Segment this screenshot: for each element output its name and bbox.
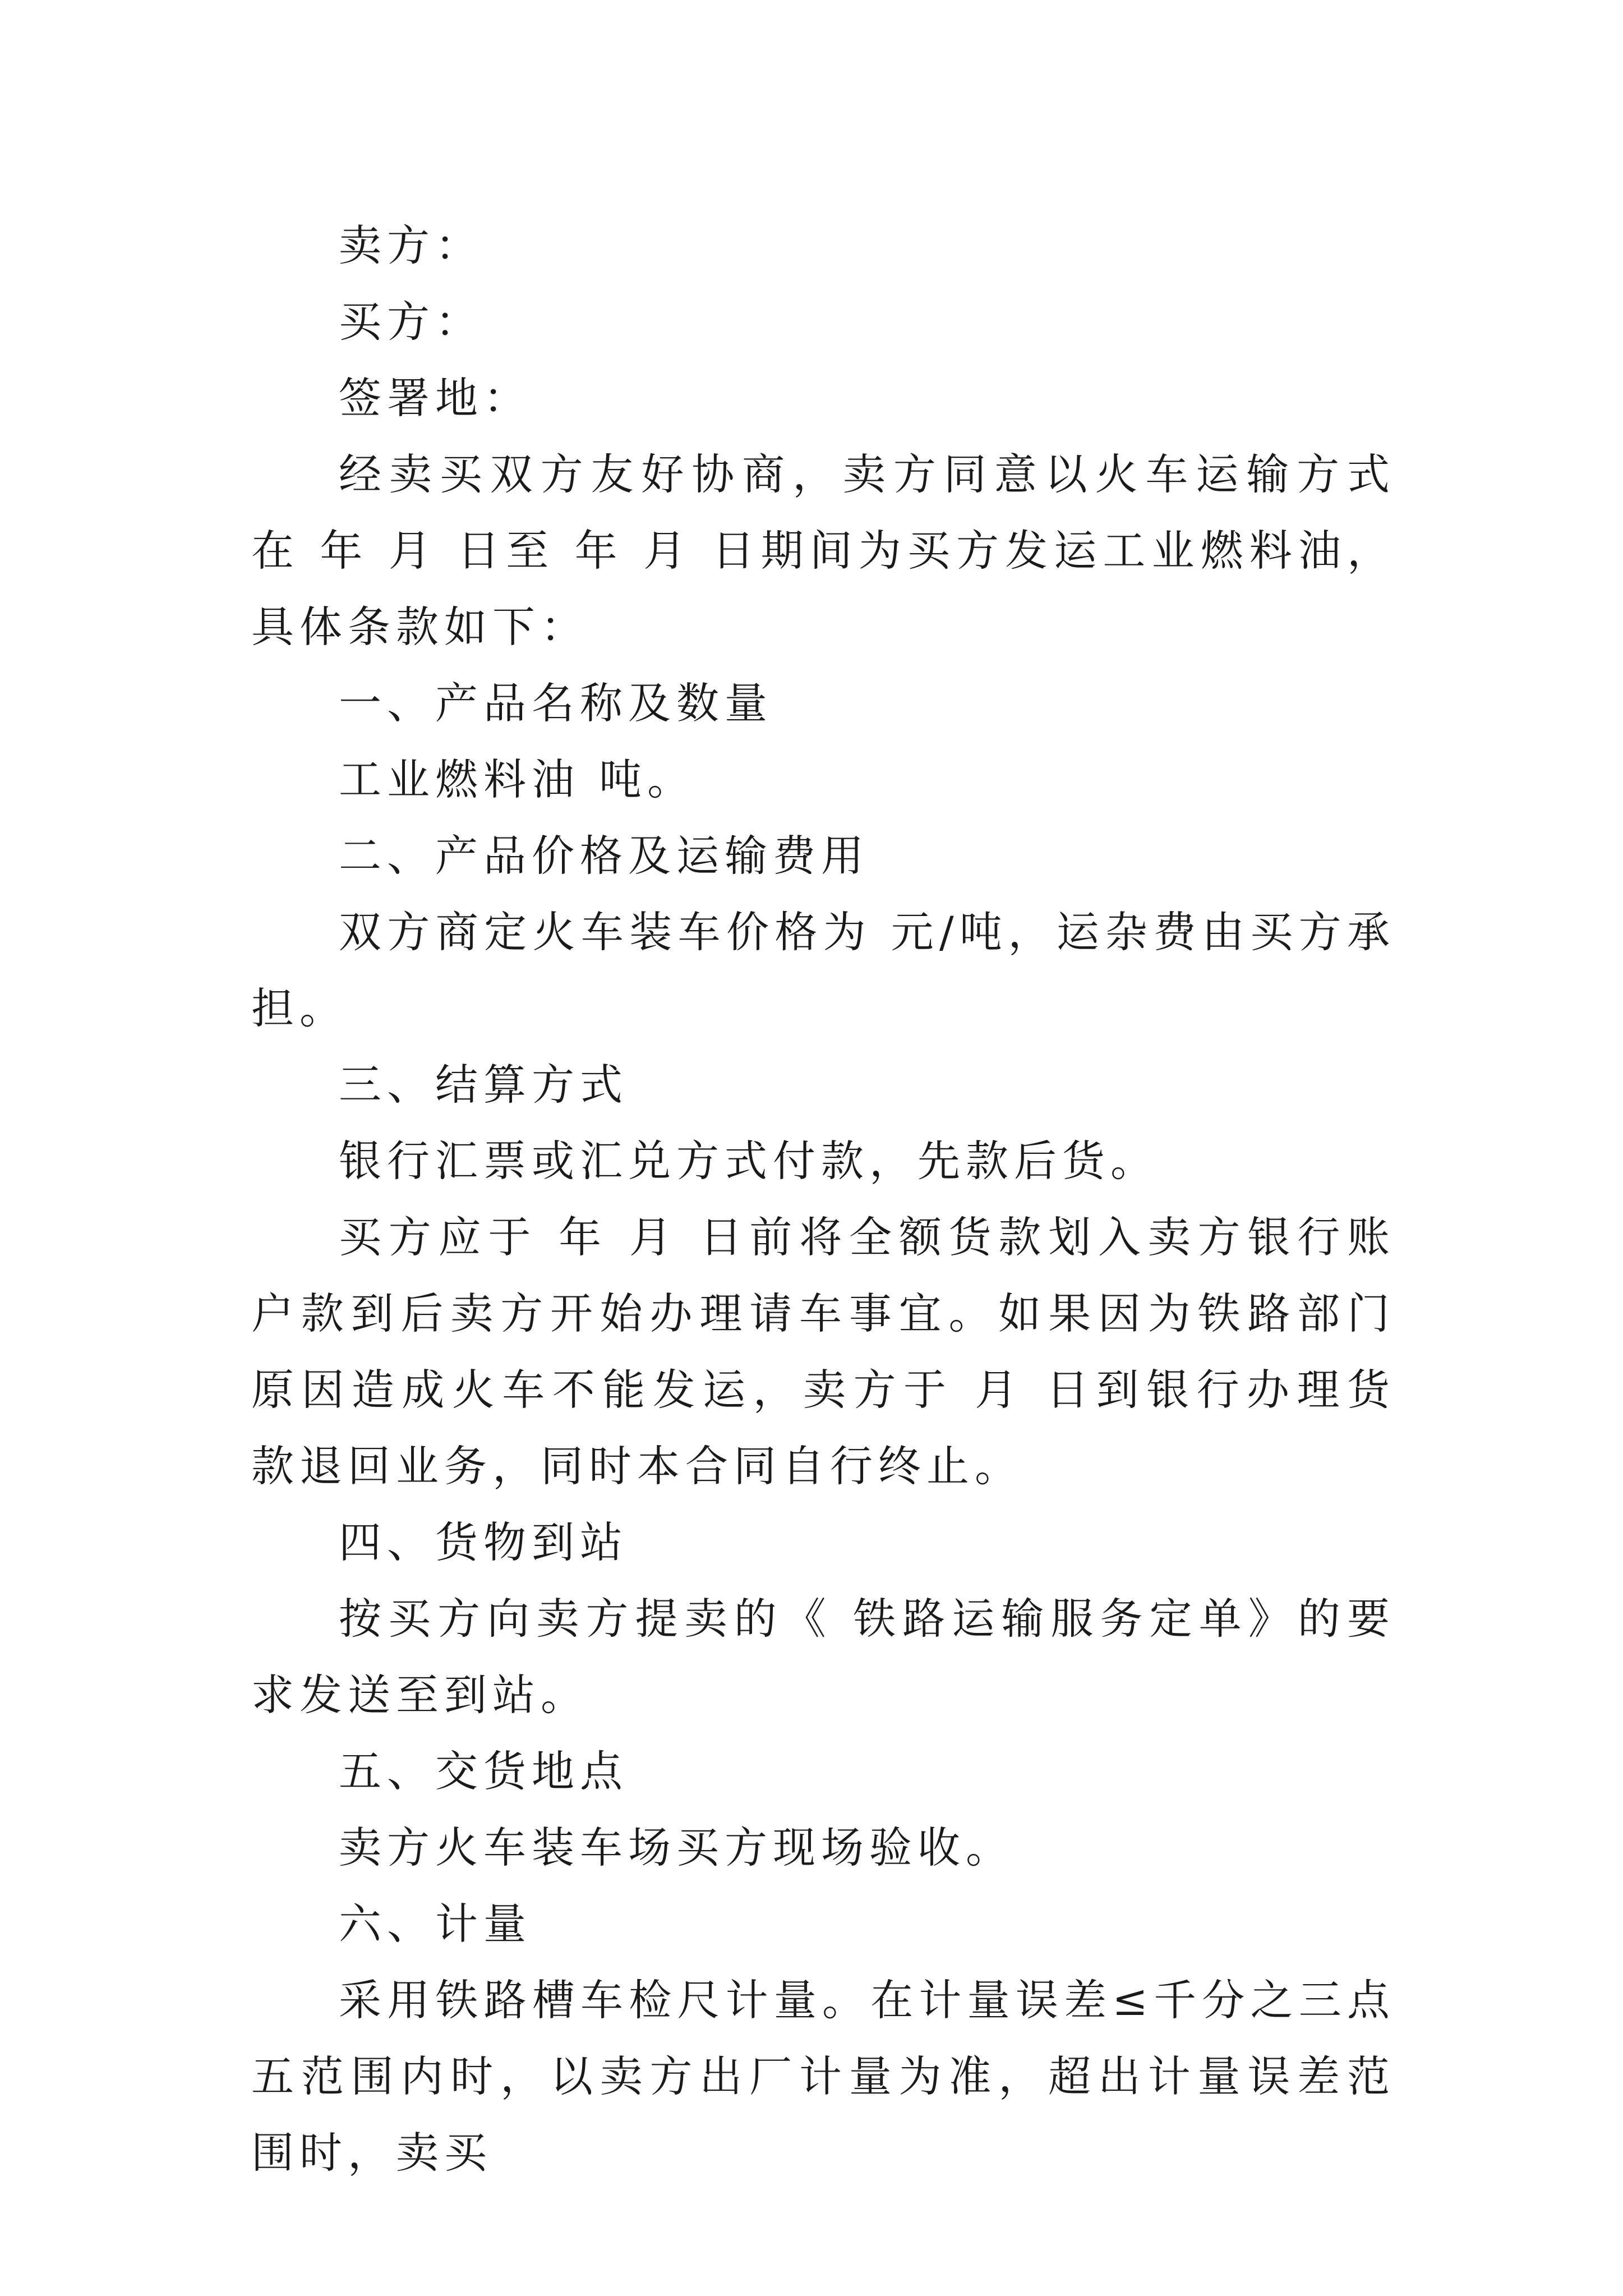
signing-place-line: 签署地： xyxy=(339,373,532,423)
section-heading-arrival: 四、货物到站 xyxy=(339,1517,628,1567)
section-heading-price: 二、产品价格及运输费用 xyxy=(339,831,869,881)
preamble-paragraph: 经卖买双方友好协商，卖方同意以火车运输方式在 年 月 日至 年 月 日期间为买方发运工业燃料油，具体条款如下： xyxy=(251,449,1395,652)
section-heading-delivery: 五、交货地点 xyxy=(339,1746,628,1796)
seller-line: 卖方： xyxy=(339,220,483,270)
product-paragraph: 工业燃料油 吨。 xyxy=(339,754,696,804)
buyer-line: 买方： xyxy=(339,297,483,347)
delivery-paragraph: 卖方火车装车场买方现场验收。 xyxy=(339,1823,1014,1872)
contract-body xyxy=(251,208,1395,2191)
payment-terms-paragraph: 买方应于 年 月 日前将全额货款划入卖方银行账户款到后卖方开始办理请车事宜。如果因为铁路部门原因造成火车不能发运，卖方于 月 日到银行办理货款退回业务，同时本合同自行终止。 xyxy=(251,1212,1395,1491)
section-heading-product: 一、产品名称及数量 xyxy=(339,678,773,728)
price-paragraph: 双方商定火车装车价格为 元/吨，运杂费由买方承担。 xyxy=(251,907,1395,1033)
section-heading-settlement: 三、结算方式 xyxy=(339,1060,628,1110)
arrival-paragraph: 按买方向卖方提卖的《 铁路运输服务定单》的要求发送至到站。 xyxy=(251,1594,1395,1720)
section-heading-measurement: 六、计量 xyxy=(339,1899,532,1949)
settlement-paragraph: 银行汇票或汇兑方式付款，先款后货。 xyxy=(339,1136,1159,1186)
measurement-paragraph: 采用铁路槽车检尺计量。在计量误差≤千分之三点五范围内时，以卖方出厂计量为准，超出计量误差范围时，卖买 xyxy=(251,1975,1395,2178)
